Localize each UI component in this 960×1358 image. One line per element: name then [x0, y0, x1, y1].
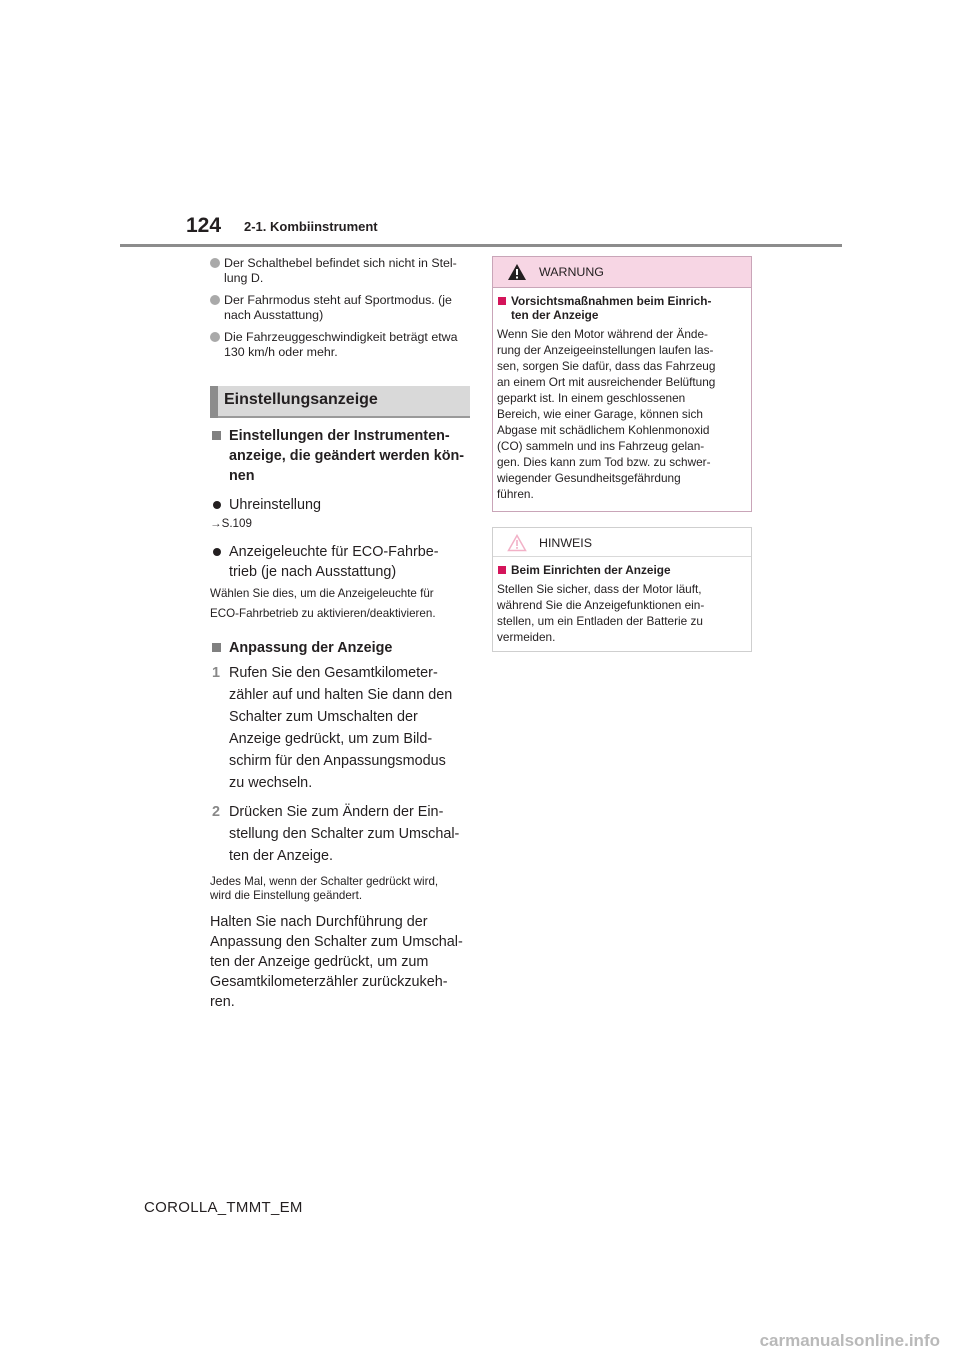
square-bullet-icon [498, 297, 506, 305]
warning-triangle-icon [507, 263, 527, 281]
caution-triangle-icon [507, 534, 527, 552]
section-heading-text: Einstellungsanzeige [224, 391, 378, 408]
adjust-heading: Anpassung der Anzeige [210, 638, 472, 658]
page-reference-link[interactable]: →S.109 [210, 517, 252, 530]
settings-heading: Einstellungen der Instrumenten- anzeige, die geändert werden kön- nen [210, 426, 472, 486]
main-content [210, 426, 472, 1012]
step-number: 2 [212, 804, 221, 820]
hinweis-subhead: Beim Einrichten der Anzeige [497, 563, 745, 577]
eco-description: ECO-Fahrbetrieb zu aktivieren/deaktivieren. [210, 607, 436, 620]
page-number: 124 [186, 214, 222, 237]
hinweis-body [493, 557, 751, 645]
settings-item-clock: Uhreinstellung [210, 495, 472, 515]
section-title: 2-1. Kombiinstrument [244, 219, 378, 234]
settings-item-eco: Anzeigeleuchte für ECO-Fahrbe- trieb (je nach Ausstattung) [210, 542, 472, 582]
bullet-icon [213, 548, 221, 556]
condition-list [210, 256, 472, 367]
list-item [210, 293, 472, 323]
bullet-text: Der Fahrmodus steht auf Sportmodus. (je nach Ausstattung) [224, 293, 452, 322]
footer-code: COROLLA_TMMT_EM [144, 1199, 303, 1216]
bullet-text: Die Fahrzeuggeschwindigkeit beträgt etwa 130 km/h oder mehr. [224, 330, 458, 359]
heading-bar [210, 386, 218, 418]
hinweis-title: HINWEIS [539, 536, 593, 550]
square-bullet-icon [212, 643, 221, 652]
step-2: 2 Drücken Sie zum Ändern der Ein- stellung den Schalter zum Umschal- ten der Anzeige. [210, 801, 472, 867]
hinweis-box [492, 527, 752, 652]
square-bullet-icon [498, 566, 506, 574]
square-bullet-icon [212, 431, 221, 440]
warning-title: WARNUNG [539, 265, 604, 279]
bullet-icon [210, 295, 220, 305]
bullet-text: Der Schalthebel befindet sich nicht in Stel- lung D. [224, 256, 457, 285]
closing-paragraph: Halten Sie nach Durchführung der Anpassung den Schalter zum Umschal- ten der Anzeige gedrückt, um zum Gesamtkilometerzähler zurückzukeh- ren. [210, 914, 463, 1010]
warning-subhead: Vorsichtsmaßnahmen beim Einrich- ten der Anzeige [497, 294, 745, 322]
step-note: Jedes Mal, wenn der Schalter gedrückt wird, wird die Einstellung geändert. [210, 875, 439, 902]
list-item [210, 330, 472, 360]
warning-header [493, 257, 751, 288]
watermark: carmanualsonline.info [759, 1331, 940, 1350]
step-1: 1 Rufen Sie den Gesamtkilometer- zähler auf und halten Sie dann den Schalter zum Umschalten der Anzeige gedrückt, um zum Bild- schirm für den Anpassungsmodus zu wechseln. [210, 662, 472, 794]
header-rule [120, 244, 842, 247]
list-item [210, 256, 472, 286]
bullet-icon [210, 258, 220, 268]
step-number: 1 [212, 665, 221, 681]
section-heading [210, 386, 470, 418]
hinweis-text: Stellen Sie sicher, dass der Motor läuft, während Sie die Anzeigefunktionen ein- stellen, um ein Entladen der Batterie zu vermeiden. [497, 582, 705, 644]
hinweis-header [493, 528, 751, 557]
warning-body [493, 288, 751, 502]
bullet-icon [213, 501, 221, 509]
bullet-icon [210, 332, 220, 342]
warning-text: Wenn Sie den Motor während der Ände- rung der Anzeigeeinstellungen laufen las- sen, sorgen Sie dafür, dass das Fahrzeug an einem Ort mit ausreichender Belüftung geparkt ist. In einem geschlossenen Bereich, wie einer Garage, können sich Abgase mit schädlichem Kohlenmonoxid (CO) sammeln und ins Fahrzeug gelan- gen. Dies kann zum Tod bzw. zu schwer- wiegender Gesundheitsgefährdung führen. [497, 327, 716, 501]
eco-description: Wählen Sie dies, um die Anzeigeleuchte für [210, 587, 434, 600]
warning-box [492, 256, 752, 512]
